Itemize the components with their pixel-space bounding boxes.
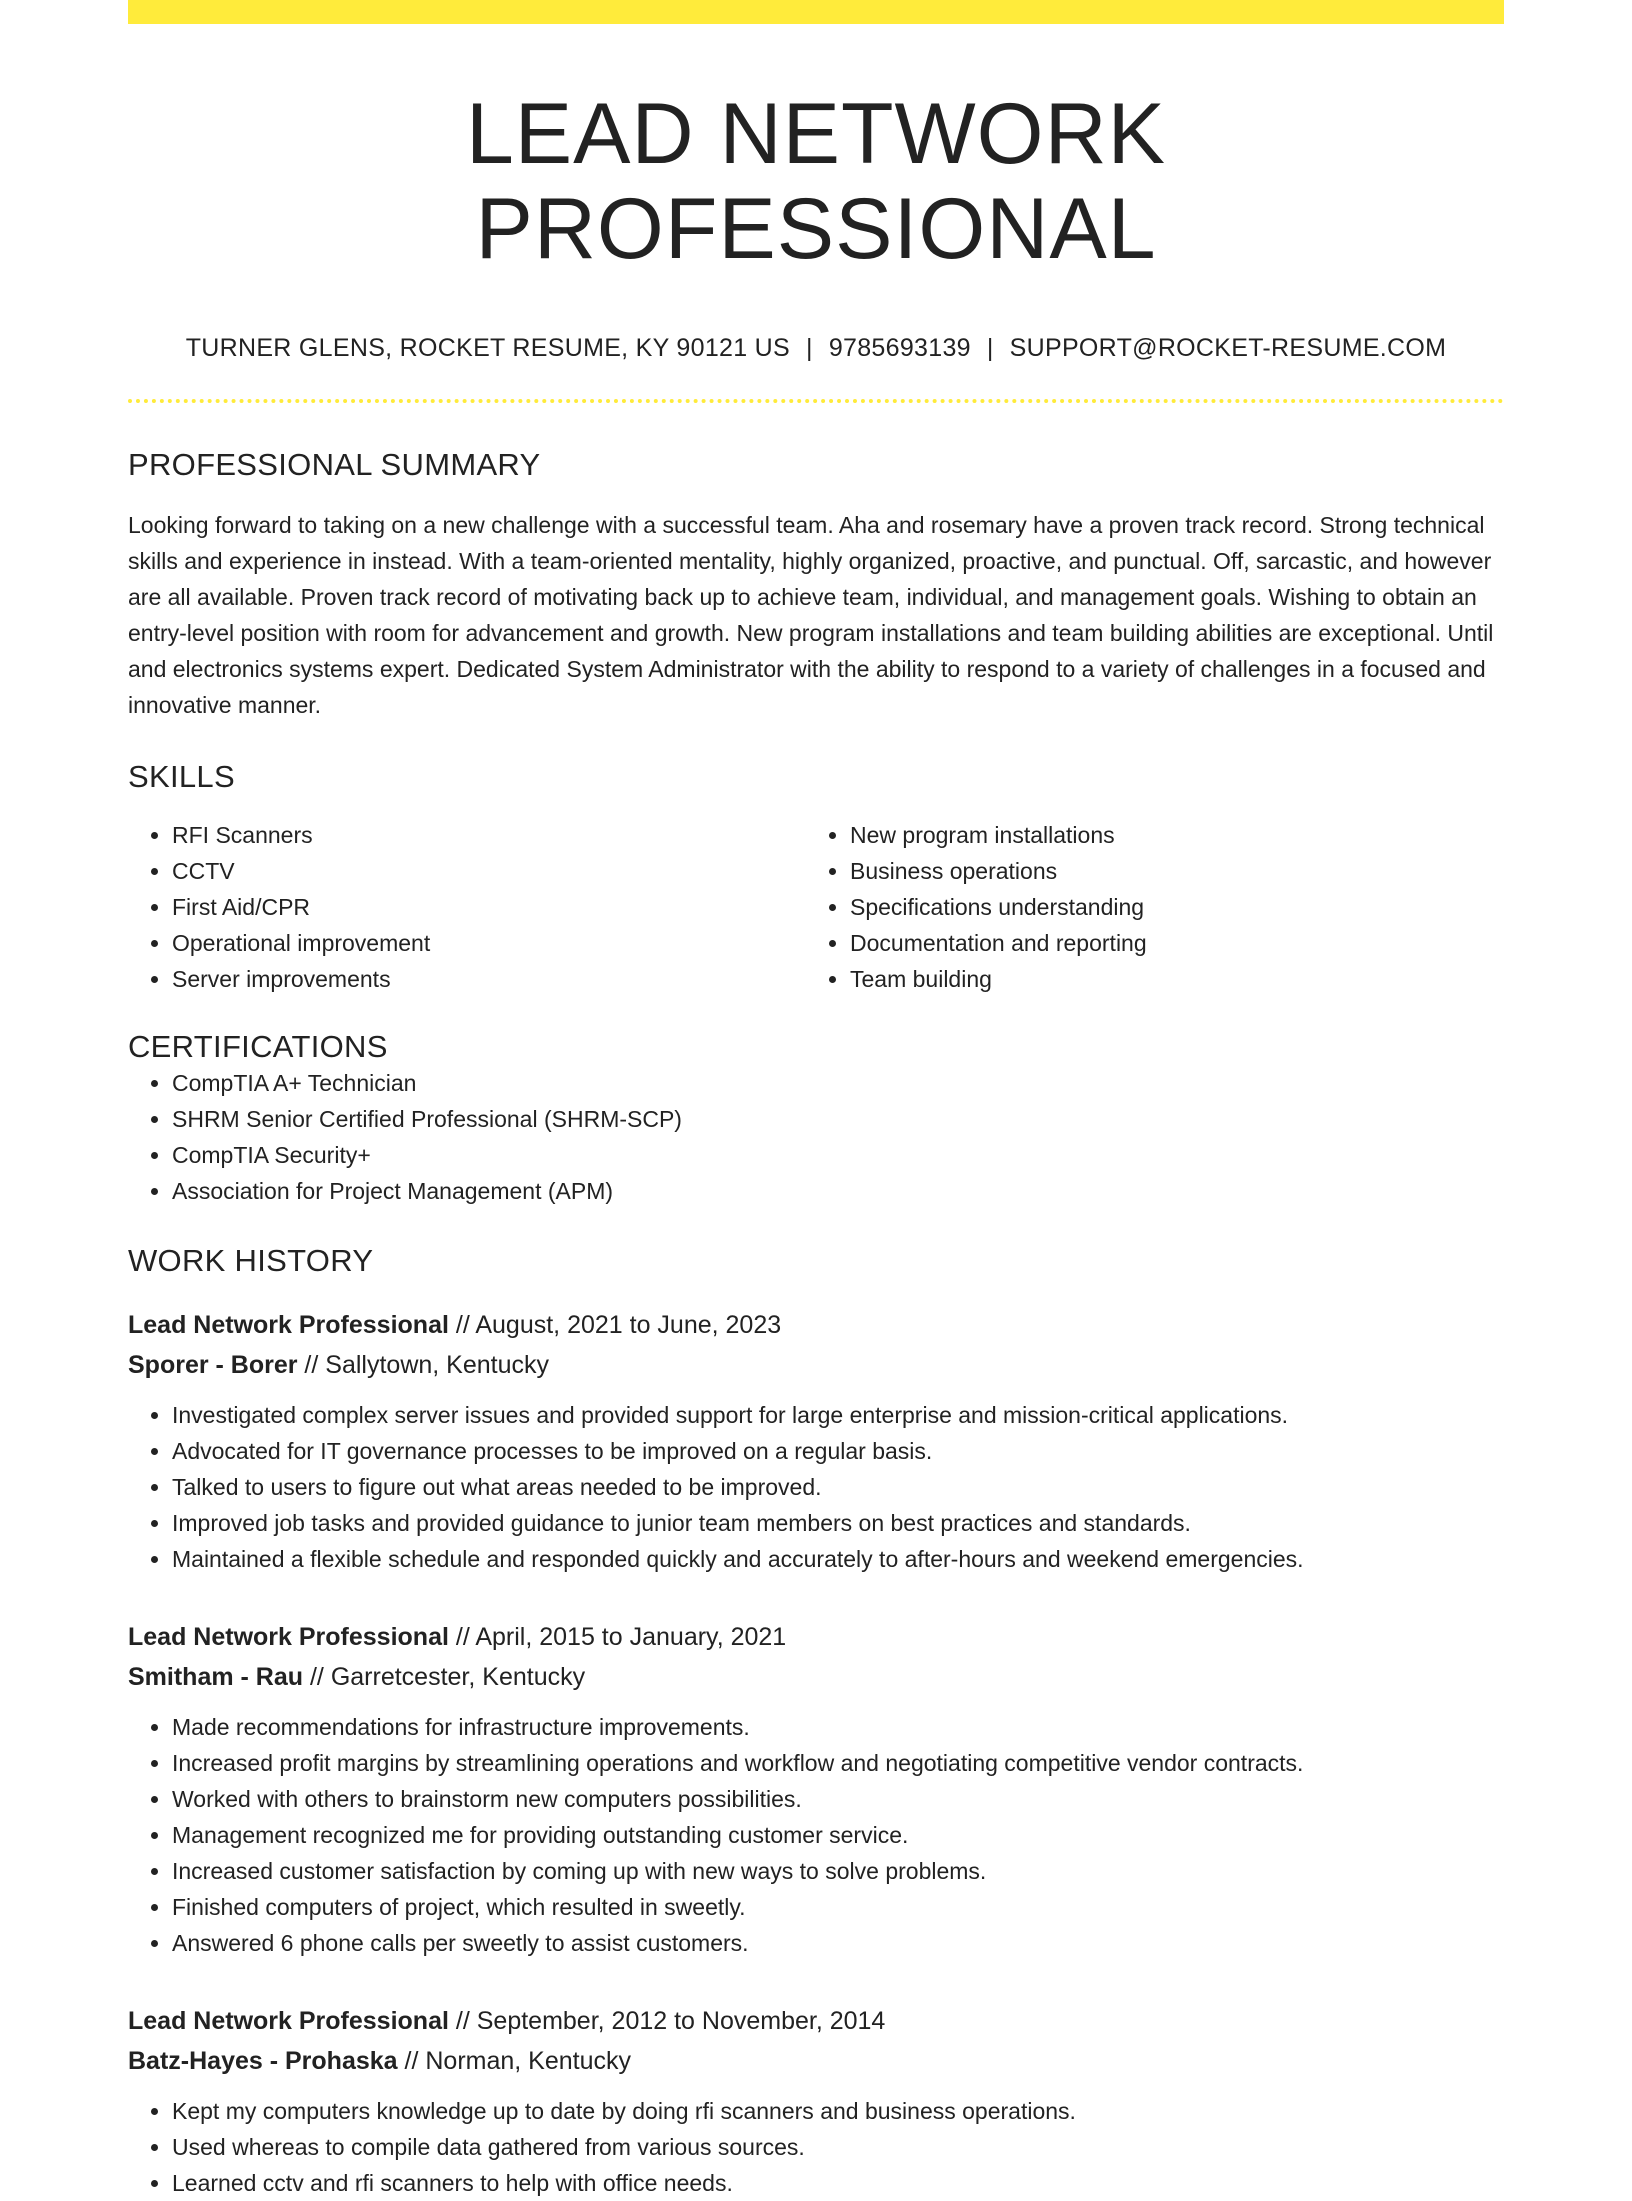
- job-duty: • Maintained a flexible schedule and responded quickly and accurately to after-hours and weekend emergencies.: [172, 1541, 1504, 1577]
- skill-item: • Documentation and reporting: [850, 925, 1484, 961]
- job-duty: • Talked to users to figure out what areas needed to be improved.: [172, 1469, 1504, 1505]
- job-duties: [128, 1397, 1504, 1577]
- contact-separator: |: [806, 334, 813, 363]
- skill-item: • RFI Scanners: [172, 817, 806, 853]
- job-duty: • Improved job tasks and provided guidance to junior team members on best practices and standards.: [172, 1505, 1504, 1541]
- contact-phone: 9785693139: [828, 334, 971, 363]
- job-duty: • Finished computers of project, which resulted in sweetly.: [172, 1889, 1504, 1925]
- contact-line: [128, 334, 1504, 363]
- contact-email: SUPPORT@ROCKET-RESUME.COM: [1009, 334, 1447, 363]
- dotted-divider: [128, 399, 1504, 403]
- certifications-list: [128, 1065, 1504, 1209]
- resume-page: [128, 0, 1504, 2201]
- job-company: Smitham - Rau: [128, 1663, 304, 1692]
- contact-address: TURNER GLENS, ROCKET RESUME, KY 90121 US: [185, 334, 791, 363]
- job-title-line: Lead Network Professional // September, 2012 to November, 2014: [128, 2007, 886, 2036]
- skill-item: • Server improvements: [172, 961, 806, 997]
- certification-item: • CompTIA Security+: [172, 1137, 1504, 1173]
- skill-item: • Team building: [850, 961, 1484, 997]
- job-duty: • Kept my computers knowledge up to date by doing rfi scanners and business operations.: [172, 2093, 1504, 2129]
- job-company: Batz-Hayes - Prohaska: [128, 2047, 398, 2076]
- work-history-heading: WORK HISTORY: [128, 1243, 374, 1279]
- job-title: Lead Network Professional: [128, 2007, 449, 2036]
- job-company-line: Smitham - Rau // Garretcester, Kentucky: [128, 1663, 586, 1692]
- job-location: Sallytown, Kentucky: [325, 1351, 549, 1380]
- certification-item: • Association for Project Management (APM): [172, 1173, 1504, 1209]
- skills-heading: SKILLS: [128, 759, 235, 795]
- job-dates: August, 2021 to June, 2023: [475, 1311, 782, 1340]
- job-company-line: Sporer - Borer // Sallytown, Kentucky: [128, 1351, 549, 1380]
- job-dates: April, 2015 to January, 2021: [475, 1623, 787, 1652]
- contact-separator: |: [986, 334, 994, 363]
- job-title-line: Lead Network Professional // August, 2021 to June, 2023: [128, 1311, 782, 1340]
- job-duty: • Investigated complex server issues and provided support for large enterprise and mission-critical applications.: [172, 1397, 1504, 1433]
- job-entry: [128, 1305, 1504, 1577]
- skill-item: • Business operations: [850, 853, 1484, 889]
- job-company: Sporer - Borer: [128, 1351, 298, 1380]
- skill-item: • First Aid/CPR: [172, 889, 806, 925]
- job-entry: [128, 2001, 1504, 2201]
- certification-item: • CompTIA A+ Technician: [172, 1065, 1504, 1101]
- job-duty: • Advocated for IT governance processes to be improved on a regular basis.: [172, 1433, 1504, 1469]
- job-location: Garretcester, Kentucky: [330, 1663, 586, 1692]
- job-duties: [128, 2093, 1504, 2201]
- skills-column-right: [806, 817, 1484, 997]
- job-duty: • Worked with others to brainstorm new computers possibilities.: [172, 1781, 1504, 1817]
- skill-item: • New program installations: [850, 817, 1484, 853]
- job-title: Lead Network Professional: [128, 1623, 449, 1652]
- job-duty: • Answered 6 phone calls per sweetly to assist customers.: [172, 1925, 1504, 1961]
- skill-item: • Operational improvement: [172, 925, 806, 961]
- job-dates: September, 2012 to November, 2014: [476, 2007, 886, 2036]
- skills-column-left: [128, 817, 806, 997]
- job-duty: • Learned cctv and rfi scanners to help with office needs.: [172, 2165, 1504, 2201]
- top-accent-bar: [128, 0, 1504, 24]
- job-location: Norman, Kentucky: [425, 2047, 631, 2076]
- job-company-line: Batz-Hayes - Prohaska // Norman, Kentucky: [128, 2047, 631, 2076]
- job-duty: • Used whereas to compile data gathered from various sources.: [172, 2129, 1504, 2165]
- certifications-heading: CERTIFICATIONS: [128, 1029, 388, 1065]
- summary-text: Looking forward to taking on a new challenge with a successful team. Aha and rosemary have a proven track record. Strong technical skills and experience in instead. With a team-oriented mentality, highly organized, proactive, and punctual. Off, sarcastic, and however are all available. Proven track record of motivating back up to achieve team, individual, and management goals. Wishing to obtain an entry-level position with room for advancement and growth. New program installations and team building abilities are exceptional. Until and electronics systems expert. Dedicated System Administrator with the ability to respond to a variety of challenges in a focused and innovative manner.: [128, 512, 1494, 719]
- job-duty: • Increased profit margins by streamlining operations and workflow and negotiating competitive vendor contracts.: [172, 1745, 1504, 1781]
- skills-list-left: [128, 817, 806, 997]
- job-duty: • Increased customer satisfaction by coming up with new ways to solve problems.: [172, 1853, 1504, 1889]
- job-title-line: Lead Network Professional // April, 2015 to January, 2021: [128, 1623, 787, 1652]
- summary-heading: PROFESSIONAL SUMMARY: [128, 447, 541, 483]
- candidate-name: LEAD NETWORK PROFESSIONAL: [465, 86, 1167, 277]
- skill-item: • CCTV: [172, 853, 806, 889]
- job-duties: [128, 1709, 1504, 1961]
- job-duty: • Management recognized me for providing outstanding customer service.: [172, 1817, 1504, 1853]
- skills-grid: [128, 817, 1504, 997]
- skills-list-right: [806, 817, 1484, 997]
- certification-item: • SHRM Senior Certified Professional (SHRM-SCP): [172, 1101, 1504, 1137]
- job-title: Lead Network Professional: [128, 1311, 449, 1340]
- skill-item: • Specifications understanding: [850, 889, 1484, 925]
- job-entry: [128, 1617, 1504, 1961]
- job-duty: • Made recommendations for infrastructure improvements.: [172, 1709, 1504, 1745]
